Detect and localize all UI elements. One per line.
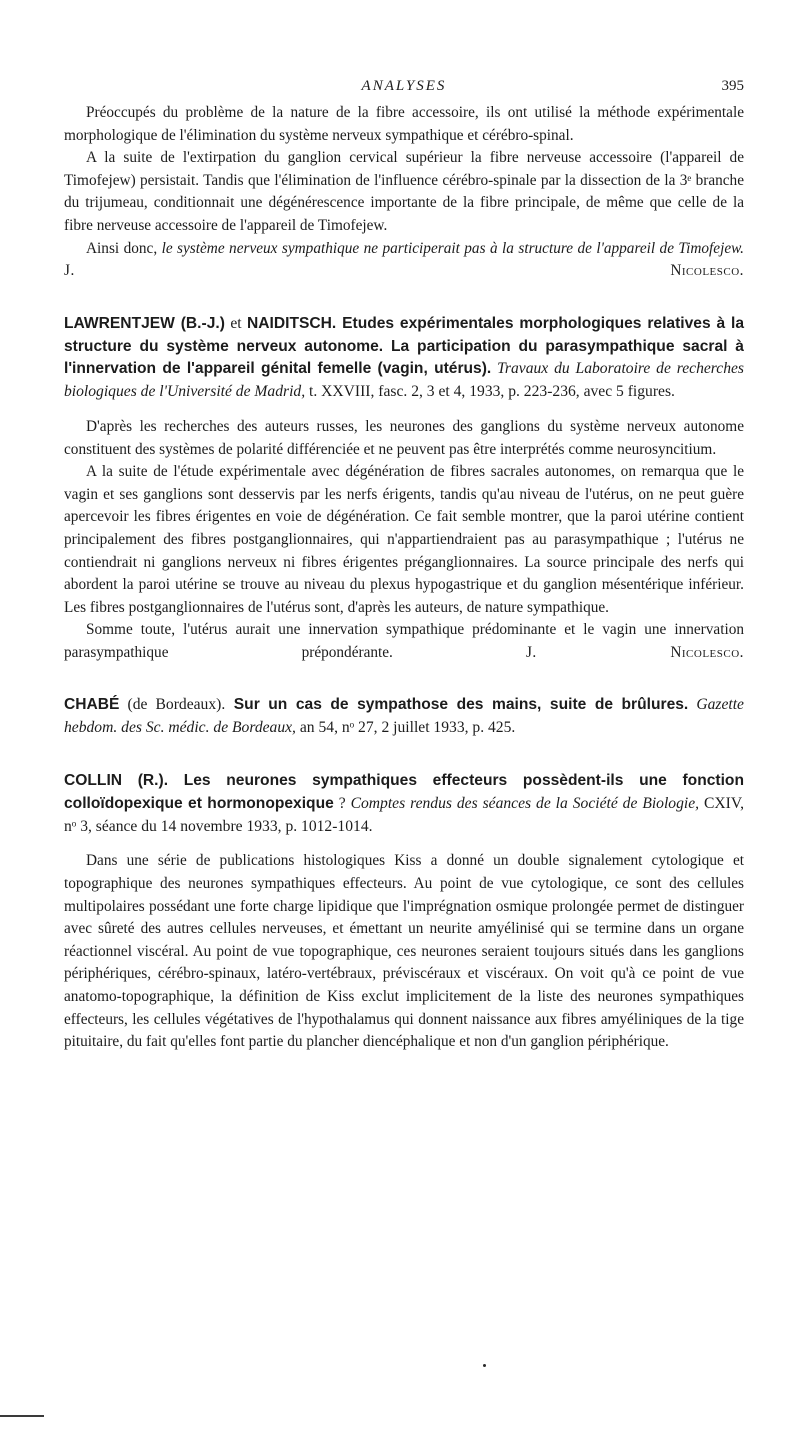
coauthor: NAIDITSCH. (247, 314, 337, 332)
entry-chabe (64, 694, 744, 740)
source: Travaux du Laboratoire de recherches biologiques de l'Université de Madrid, (64, 360, 744, 401)
intro-paragraph-3 (64, 238, 744, 283)
intro-conclusion: le système nerveux sympathique ne participerait pas à la structure de l'appareil de Timofejew. (161, 239, 745, 257)
author: CHABÉ (64, 696, 120, 714)
running-head (64, 72, 744, 102)
intro-paragraph-1: Préoccupés du problème de la nature de la fibre accessoire, ils ont utilisé la méthode expérimentale morphologique de l'élimination du système nerveux sympathique et cérébro-spinal. (64, 104, 744, 144)
intro-paragraph-2: A la suite de l'extirpation du ganglion cervical supérieur la fibre nerveuse accessoire (l'appareil de Timofejew) persistait. Tandis que l'élimination de l'influence cérébro-spinale par la dissection de la 3ᵉ branche du trijumeau, conditionnait une dégénérescence importante de la fibre principale, de même que celle de la fibre nerveuse accessoire de l'appareil de Timofejew. (64, 149, 744, 234)
entry-heading (64, 770, 744, 838)
body-paragraph: Dans une série de publications histologiques Kiss a donné un double signalement cytologique et topographique des neurones sympathiques effecteurs. Au point de vue cytologique, ce sont des cellules multipolaires possédant une forte charge lipidique que l'imprégnation osmique prolongée permet de distinguer avec sûreté des autres cellules nerveuses, et émettant un neurite amyélinisé qui se termine dans un organe réactionnel viscéral. Au point de vue topographique, ces neurones seraient toujours situés dans les ganglions périphériques, cérébro-spinaux, latéro-vertébraux, préviscéraux et viscéraux. On voit qu'à ce point de vue anatomo-topographique, la définition de Kiss exclut implicitement de la liste des neurones sympathiques effecteurs, les cellules végétatives de l'hypothalamus qui donnent naissance aux fibres amyéliniques de la tige pituitaire, du fait qu'elles font partie du plancher diencéphalique et non d'un ganglion périphérique. (64, 852, 744, 1051)
page-number: 395 (721, 78, 744, 94)
article-title: Les neurones sympathiques effecteurs possèdent-ils une fonction colloïdopexique et hormonopexique (64, 772, 744, 812)
scan-edge-mark (0, 1415, 44, 1417)
body-paragraph (64, 619, 744, 664)
reference: an 54, nᵒ 27, 2 juillet 1933, p. 425. (295, 719, 516, 737)
scan-speck (483, 1364, 486, 1367)
source: Comptes rendus des séances de la Société de Biologie, (345, 794, 700, 812)
entry-heading (64, 694, 744, 740)
article-title: Etudes expérimentales morphologiques relatives à la structure du système nerveux autonome. La participation du parasympathique sacral à l'innervation de l'appareil génital femelle (vagin, utérus). (64, 314, 744, 378)
author: LAWRENTJEW (B.-J.) (64, 314, 225, 332)
running-title: ANALYSES (361, 78, 447, 94)
intro-section (64, 102, 744, 283)
entry-heading (64, 313, 744, 404)
conjunction: et (224, 314, 248, 332)
reference: t. XXVIII, fasc. 2, 3 et 4, 1933, p. 223-236, avec 5 figures. (305, 383, 675, 401)
body-paragraph: D'après les recherches des auteurs russes, les neurones des ganglions du système nerveux autonome constituent des systèmes de polarité différenciée et ne peuvent pas être interprétés comme neurosyncitium. (64, 417, 744, 458)
intro-lead: Ainsi donc, (86, 239, 162, 257)
entry-lawrentjew (64, 313, 744, 665)
entry-collin (64, 770, 744, 1054)
source: Gazette hebdom. des Sc. médic. de Bordeaux, (64, 696, 744, 737)
body-text: Somme toute, l'utérus aurait une innervation sympathique prédominante et le vagin une innervation parasympathique prépondérante. (64, 621, 744, 661)
author-location: (de Bordeaux). (119, 696, 226, 714)
page (64, 72, 744, 1054)
signature: J. Nicolesco. (64, 262, 744, 280)
question-mark: ? (333, 794, 346, 812)
body-paragraph: A la suite de l'étude expérimentale avec dégénération de fibres sacrales autonomes, on remarqua que le vagin et ses ganglions sont desservis par les nerfs érigents, tandis qu'au niveau de l'utérus, on ne peut guère apercevoir les fibres érigentes en voie de dégénération. Ce fait semble montrer, que la paroi utérine contient principalement des fibres postganglionnaires, qui n'appartiendraient pas au parasympathique ; l'utérus ne contiendrait ni ganglions nerveux ni fibres érigentes préganglionnaires. La source principale des nerfs qui abordent la paroi utérine se trouve au niveau du plexus hypogastrique et du ganglion mésentérique inférieur. Les fibres postganglionnaires de l'utérus sont, d'après les auteurs, de nature sympathique. (64, 463, 744, 616)
author: COLLIN (R.). (64, 772, 169, 790)
signature: J. Nicolesco. (525, 643, 744, 661)
reference: CXIV, nᵒ 3, séance du 14 novembre 1933, p. 1012-1014. (64, 794, 744, 835)
article-title: Sur un cas de sympathose des mains, suite de brûlures. (225, 696, 689, 714)
